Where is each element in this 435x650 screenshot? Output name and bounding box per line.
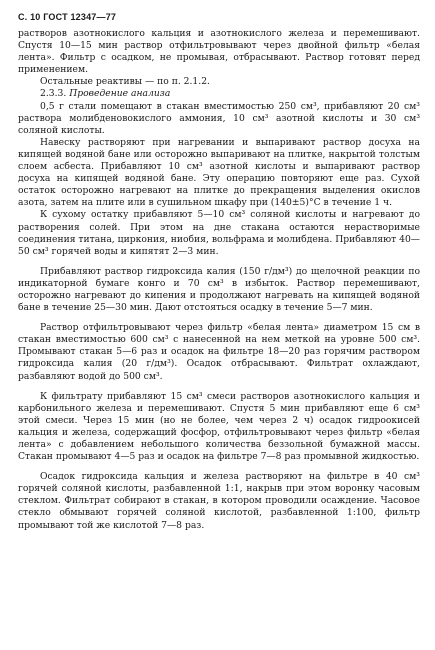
document-page: [18, 12, 420, 532]
paragraph-reagents: Остальные реактивы — по п. 2.1.2.: [40, 76, 210, 88]
section-number: 2.3.3.: [40, 88, 67, 100]
paragraph-8: К фильтрату прибавляют 15 см³ смеси растворов азотнокислого кальция и карбонильного железа и перемешивают. Спустя 5 мин прибавляют еще 6 см³ этой смеси. Через 15 мин (но не более, чем через 2 ч) осадок гидроокисей кальция и железа, содержащий фосфор, отфильтровывают через фильтр «белая лента» с добавлением небольшого количества беззольной бумажной массы. Стакан промывают 4—5 раз и осадок на фильтре 7—8 раз промывной жидкостью.: [18, 390, 420, 463]
section-heading: [18, 88, 420, 100]
page-header: С. 10 ГОСТ 12347—77: [18, 12, 117, 22]
paragraph-5: К сухому остатку прибавляют 5—10 см³ соляной кислоты и нагревают до растворения солей. При этом на дне стакана остаются нерастворимые соединения титана, циркония, ниобия, вольфрама и молибдена. Прибавляют 40—50 см³ горячей воды и кипятят 2—3 мин.: [18, 209, 420, 257]
paragraph-3: 0,5 г стали помещают в стакан вместимостью 250 см³, прибавляют 20 см³ раствора молибденовокислого аммония, 10 см³ азотной кислоты и 30 см³ соляной кислоты.: [18, 100, 420, 136]
paragraph-4: Навеску растворяют при нагревании и выпаривают раствор досуха на кипящей водяной бане или осторожно выпаривают на плитке, накрытой толстым слоем асбеста. Прибавляют 10 см³ азотной кислоты и выпаривают раствор досуха на кипящей водяной бане. Эту операцию повторяют еще раз. Сухой остаток осторожно нагревают на плитке до прекращения выделения окислов азота, затем на плите или в сушильном шкафу при (140±5)°С в течение 1 ч.: [18, 136, 420, 209]
paragraph-1: растворов азотнокислого кальция и азотнокислого железа и перемешивают. Спустя 10—15 мин раствор отфильтровывают через двойной фильтр «белая лента». Фильтр с осадком, не промывая, отбрасывают. Раствор готовят перед применением.: [18, 28, 420, 76]
section-title: Проведение анализа: [69, 88, 171, 100]
paragraph-9: Осадок гидроксида кальция и железа растворяют на фильтре в 40 см³ горячей соляной кислоты, разбавленной 1:1, накрыв при этом воронку часовым стеклом. Фильтрат собирают в стакан, в котором проводили осаждение. Часовое стекло обмывают горячей соляной кислотой, разбавленной 1:100, фильтр промывают той же кислотой 7—8 раз.: [18, 471, 420, 531]
paragraph-7: Раствор отфильтровывают через фильтр «белая лента» диаметром 15 см в стакан вместимостью 600 см³ с нанесенной на нем меткой на уровне 500 см³. Промывают стакан 5—6 раз и осадок на фильтре 18—20 раз горячим раствором гидроксида калия (20 г/дм³). Осадок отбрасывают. Фильтрат охлаждают, разбавляют водой до 500 см³.: [18, 322, 420, 382]
paragraph-6: Прибавляют раствор гидроксида калия (150 г/дм³) до щелочной реакции по индикаторной бумаге конго и 70 см³ в избыток. Раствор перемешивают, осторожно нагревают до кипения и продолжают нагревать на кипящей водяной бане в течение 25—30 мин. Дают отстояться осадку в течение 5—7 мин.: [18, 265, 420, 314]
